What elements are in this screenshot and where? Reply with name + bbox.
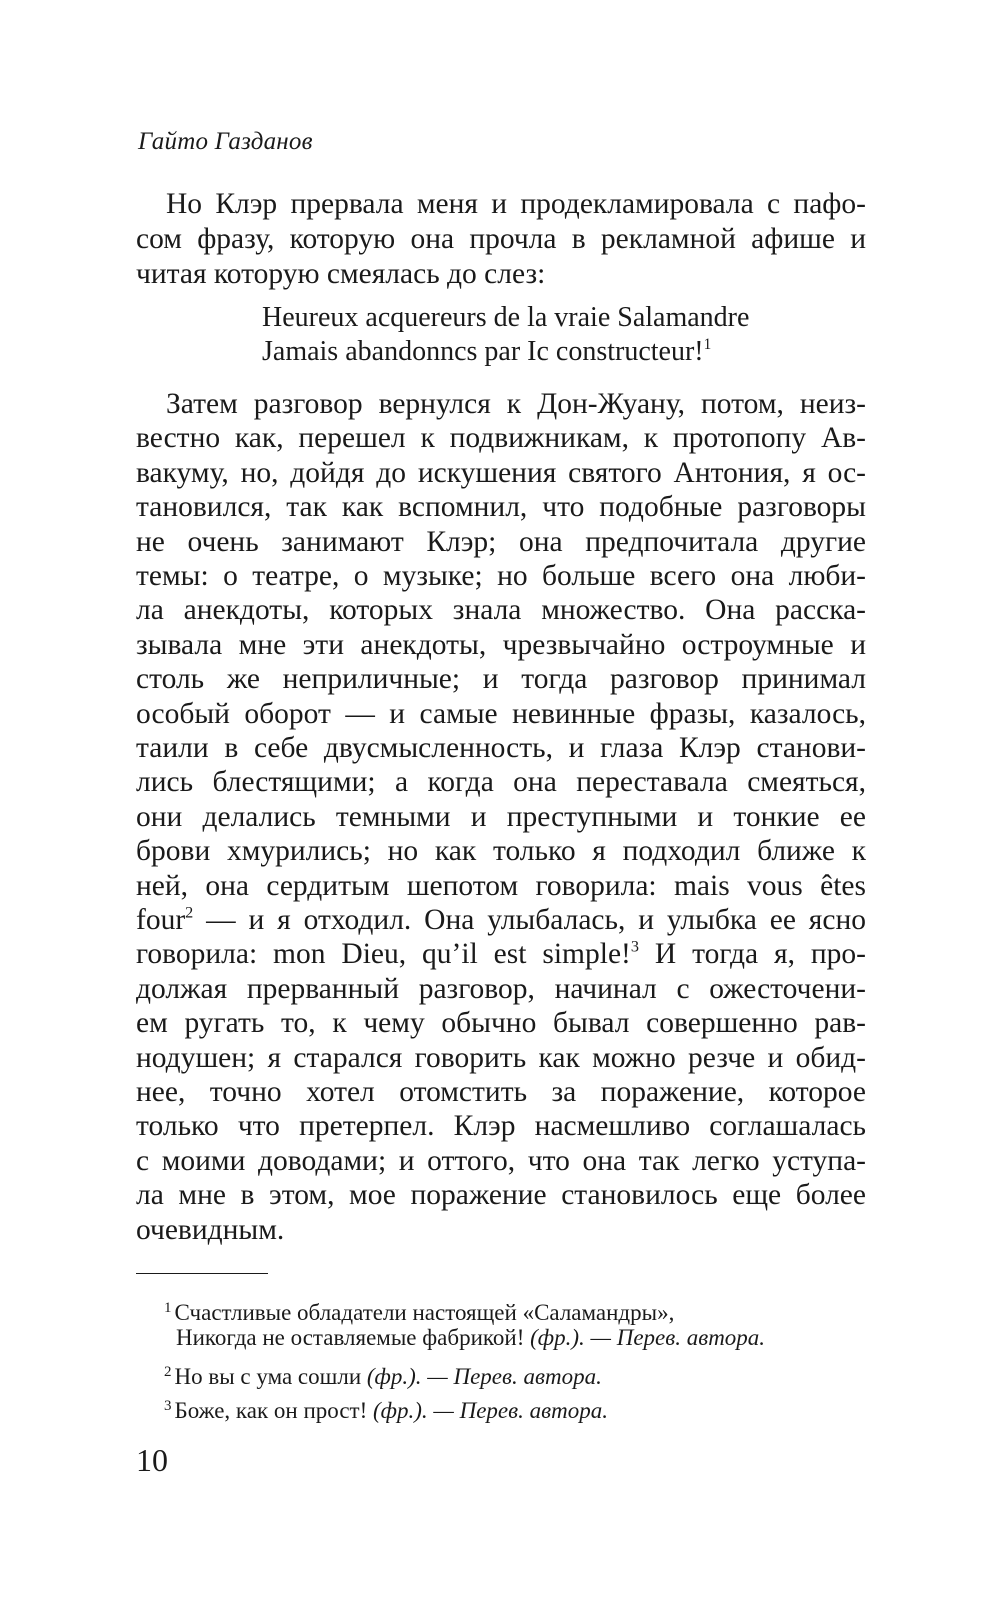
footnote-2-attribution: (фр.). — Перев. автора.	[366, 1364, 602, 1389]
text-line: тановился, так как вспомнил, что подобные разговоры	[136, 491, 866, 524]
text-line: ней, она сердитым шепотом говорила: mais vous êtes	[136, 869, 866, 902]
text-line: вакуму, но, дойдя до искушения святого Антония, я ос-	[136, 456, 866, 489]
text-line: только что претерпел. Клэр насмешливо соглашалась	[136, 1110, 866, 1143]
text-line: они делались темными и преступными и тонкие ее	[136, 800, 866, 833]
text-line: столь же неприличные; и тогда разговор принимал	[136, 663, 866, 696]
text-segment: говорила: mon Dieu, qu’il est simple!	[136, 938, 631, 971]
footnote-ref-1[interactable]: 1	[703, 336, 712, 354]
footnote-3-number: 3	[164, 1398, 172, 1414]
text-line: лись блестящими; а когда она переставала смеяться,	[136, 766, 866, 799]
footnote-ref-2[interactable]: 2	[185, 903, 194, 922]
text-segment: — и я отходил. Она улыбалась, и улыбка ее ясно	[193, 904, 866, 936]
text-line: зывала мне эти анекдоты, чрезвычайно остроумные и	[136, 628, 866, 661]
text-line: ем ругать то, к чему обычно бывал совершенно рав-	[136, 1007, 866, 1040]
text-line: с моими доводами; и оттого, что она так легко уступа-	[136, 1144, 866, 1177]
footnote-3-attribution: (фр.). — Перев. автора.	[373, 1398, 608, 1423]
text-line: ла анекдоты, которых знала множество. Она расска-	[136, 594, 866, 627]
verse-line-2-text: Jamais abandonncs par Ic constructeur!	[262, 336, 704, 367]
text-segment: four	[136, 904, 186, 936]
footnote-2-number: 2	[164, 1364, 172, 1380]
footnote-2-text: Но вы с ума сошли	[174, 1364, 367, 1389]
footnote-1-text: Счастливые обладатели настоящей «Саламандры»,	[174, 1300, 675, 1325]
footnote-2	[164, 1357, 602, 1392]
text-line: ла мне в этом, мое поражение становилось еще более	[136, 1179, 866, 1212]
text-line: не очень занимают Клэр; она предпочитала другие	[136, 525, 866, 558]
footnote-1-number: 1	[164, 1300, 172, 1316]
text-line	[136, 936, 866, 972]
footnote-ref-3[interactable]: 3	[630, 938, 639, 957]
text-line: очевидным.	[136, 1213, 285, 1246]
footnote-1-text-2: Никогда не оставляемые фабрикой!	[176, 1325, 531, 1350]
text-line: сом фразу, которую она прочла в рекламной афише и	[136, 223, 866, 255]
text-line: темы: о театре, о музыке; но больше всего она люби-	[136, 560, 866, 592]
verse-line-2	[262, 335, 711, 369]
running-head: Гайто Газданов	[138, 128, 313, 155]
text-line: особый оборот — и самые невинные фразы, казалось,	[136, 697, 866, 730]
footnote-1-line-2	[176, 1323, 765, 1353]
text-line: вестно как, перешел к подвижникам, к протопопу Ав-	[136, 422, 866, 455]
text-line: Но Клэр прервала меня и продекламировала с пафо-	[166, 188, 866, 220]
text-line: таили в себе двусмысленность, и глаза Клэр станови-	[136, 732, 866, 764]
verse-line-1: Heureux acquereurs de la vraie Salamandre	[262, 302, 750, 333]
text-line: Затем разговор вернулся к Дон-Жуану, потом, неиз-	[166, 388, 866, 420]
footnote-3-text: Боже, как он прост!	[174, 1398, 373, 1423]
text-line: нодушен; я старался говорить как можно резче и обид-	[136, 1041, 866, 1074]
footnote-divider	[136, 1273, 268, 1274]
text-line: читая которую смеялась до слез:	[136, 258, 546, 290]
page-number: 10	[136, 1442, 168, 1478]
text-line: брови хмурились; но как только я подходил ближе к	[136, 835, 866, 868]
text-segment: И тогда я, про-	[638, 938, 866, 971]
footnote-3	[164, 1391, 608, 1426]
text-line	[136, 902, 866, 938]
text-line: должая прерванный разговор, начинал с ожесточени-	[136, 972, 866, 1005]
footnote-1-attribution: (фр.). — Перев. автора.	[530, 1325, 766, 1350]
text-line: нее, точно хотел отомстить за поражение, которое	[136, 1076, 866, 1108]
